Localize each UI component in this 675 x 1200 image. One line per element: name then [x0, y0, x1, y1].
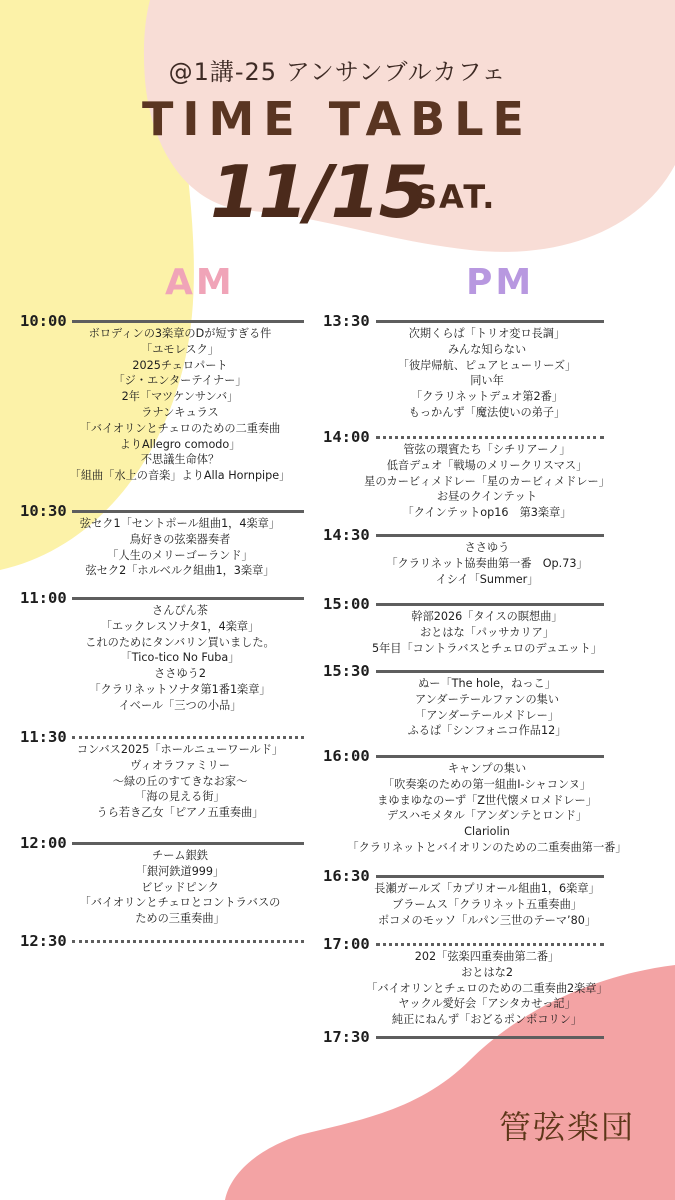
event-day: SAT. [414, 178, 497, 216]
time-divider [376, 534, 604, 537]
performance-line: 「バイオリンとチェロとコントラバスの [79, 896, 281, 910]
time-divider-dotted [376, 943, 604, 946]
time-label: 10:30 [20, 502, 67, 520]
performance-line: 「クラリネットデュオ第2番」 [411, 390, 563, 404]
performance-line: 「クインテットop16 第3楽章」 [402, 506, 572, 520]
performance-line: 「銀河鉄道999」 [135, 864, 225, 878]
performance-line: 「バイオリンとチェロのための二重奏曲2楽章」 [366, 981, 608, 995]
performance-line: ささゆう2 [154, 667, 206, 681]
time-label: 13:30 [323, 312, 370, 330]
performance-line: ～緑の丘のすてきなお家～ [112, 774, 248, 788]
performance-line: 低音デュオ「戦場のメリークリスマス」 [386, 458, 588, 472]
time-divider [72, 842, 304, 845]
performance-line: 2025チェロパート [132, 358, 228, 372]
performance-line: ささゆう [464, 541, 510, 554]
time-divider [376, 320, 604, 323]
performance-line: キャンプの集い [447, 762, 527, 775]
performance-line: これのためにタンバリン買いました。 [85, 635, 275, 649]
time-label: 12:30 [20, 932, 67, 950]
performance-line: よりAllegro comodo」 [119, 437, 241, 451]
performance-line: 「Tico-tico No Fuba」 [120, 651, 240, 665]
performance-line: 「クラリネット協奏曲第一番 Op.73」 [386, 556, 588, 570]
performance-line: 5年目「コントラバスとチェロのデュエット」 [372, 641, 602, 655]
performance-line: 鳥好きの弦楽器奏者 [129, 532, 231, 546]
time-label: 14:30 [323, 526, 370, 544]
performance-line: 不思議生命体？ [140, 453, 220, 467]
time-divider [376, 603, 604, 606]
performance-line: みんな知らない [447, 342, 527, 356]
performance-line: ふるぱ「シンフォニコ作品12」 [407, 724, 567, 738]
performance-line: ブラームス「クラリネット五重奏曲」 [392, 897, 582, 911]
time-label: 10:00 [20, 312, 67, 330]
performance-line: 同い年 [470, 374, 504, 388]
time-divider [376, 1036, 604, 1039]
performance-line: コンバス2025「ホールニューワールド」 [76, 743, 284, 756]
time-label: 15:30 [323, 662, 370, 680]
performance-line: 「クラリネットソナタ第1番1楽章」 [89, 683, 271, 696]
performance-line: 長瀬ガールズ「カプリオール組曲1，6楽章」 [374, 882, 600, 895]
time-divider [376, 875, 604, 878]
time-divider-dotted [72, 940, 304, 943]
performance-line: ボロディンの3楽章のDが短すぎる件 [88, 327, 272, 340]
performance-line: イベール「三つの小品」 [118, 698, 242, 712]
performance-line: イシイ「Summer」 [435, 572, 539, 586]
time-divider [72, 510, 304, 513]
performance-line: ビビッドピンク [141, 880, 219, 894]
performance-line: さんぴん茶 [152, 604, 208, 617]
time-label: 16:30 [323, 867, 370, 885]
performance-line: もっかんず「魔法使いの弟子」 [408, 406, 566, 419]
time-label: 15:00 [323, 595, 370, 613]
performance-line: アンダーテールファンの集い [414, 692, 560, 706]
performance-line: 弦セク1「セントポール組曲1，4楽章」 [79, 517, 281, 530]
time-divider-dotted [376, 436, 604, 439]
performance-line: ヤックル愛好会「アシタカせっ記」 [398, 997, 576, 1011]
time-label: 12:00 [20, 834, 67, 852]
am-column-header: AM [165, 262, 235, 303]
time-divider [376, 755, 604, 758]
time-label: 17:30 [323, 1028, 370, 1046]
performance-line: 「ユモレスク」 [141, 342, 219, 356]
performance-line: 「人生のメリーゴーランド」 [107, 548, 253, 562]
performance-line: 次期くらぱ「トリオ変ロ長調」 [408, 327, 566, 340]
performance-line: デスハモメタル「アンダンテとロンド」 [386, 809, 588, 823]
organization-name: 管弦楽団 [498, 1108, 635, 1146]
performance-line: 「アンダーテールメドレー」 [415, 708, 559, 722]
time-label: 16:00 [323, 747, 370, 765]
performance-line: 星のカービィメドレー「星のカービィメドレー」 [364, 474, 610, 488]
performance-line: 弦セク2「ホルベルク組曲1，3楽章」 [85, 564, 275, 578]
performance-line: 「エックレスソナタ1，4楽章」 [100, 619, 260, 633]
performance-line: 「彼岸帰航、ピュアヒューリーズ」 [397, 358, 577, 372]
performance-line: チーム銀鉄 [152, 849, 208, 862]
performance-line: 「クラリネットとバイオリンのための二重奏曲第一番」 [347, 841, 627, 854]
time-divider [72, 320, 304, 323]
performance-line: 「海の見える街」 [135, 790, 225, 804]
performance-line: ぬー「The hole，ねっこ」 [418, 677, 556, 690]
performance-line: ラナンキュラス [141, 406, 219, 419]
time-label: 11:00 [20, 589, 67, 607]
performance-line: 202「弦楽四重奏曲第二番」 [414, 950, 560, 963]
event-date: 11/15 [210, 150, 427, 234]
time-divider [72, 597, 304, 600]
performance-line: ポコメのモッソ「ルパン三世のテーマ’80」 [377, 913, 597, 927]
performance-line: 「組曲「水上の音楽」よりAlla Hornpipe」 [69, 469, 291, 483]
performance-line: 「バイオリンとチェロのための二重奏曲 [79, 421, 281, 435]
time-divider-dotted [72, 736, 304, 739]
pm-column-header: PM [466, 262, 535, 303]
time-divider [376, 670, 604, 673]
time-label: 11:30 [20, 728, 67, 746]
venue-title: @1講-25 アンサンブルカフェ [168, 58, 507, 86]
performance-line: 2年「マツケンサンバ」 [121, 390, 239, 404]
performance-line: ヴィオラファミリー [130, 758, 230, 772]
performance-line: 「ジ・エンターテイナー」 [113, 374, 247, 388]
performance-line: 幹部2026「タイスの瞑想曲」 [411, 610, 563, 623]
performance-line: うら若き乙女「ピアノ五重奏曲」 [96, 806, 264, 820]
performance-line: Clariolin [464, 825, 510, 839]
page-title: TIME TABLE [142, 92, 533, 146]
performance-line: 管弦の環賓たち「シチリアーノ」 [403, 443, 571, 456]
performance-line: 「吹奏楽のための第一組曲Ⅰ-シャコンヌ」 [382, 777, 592, 791]
time-label: 17:00 [323, 935, 370, 953]
performance-line: おとはな2 [461, 965, 513, 979]
performance-line: お昼のクインテット [436, 490, 538, 504]
performance-line: 純正にねんず「おどるポンポコリン」 [391, 1013, 583, 1027]
performance-line: まゆまゆなのーず「Z世代懐メロメドレー」 [377, 793, 597, 807]
performance-line: おとはな「パッサカリア」 [419, 625, 555, 639]
time-label: 14:00 [323, 428, 370, 446]
performance-line: ための三重奏曲」 [135, 912, 225, 926]
